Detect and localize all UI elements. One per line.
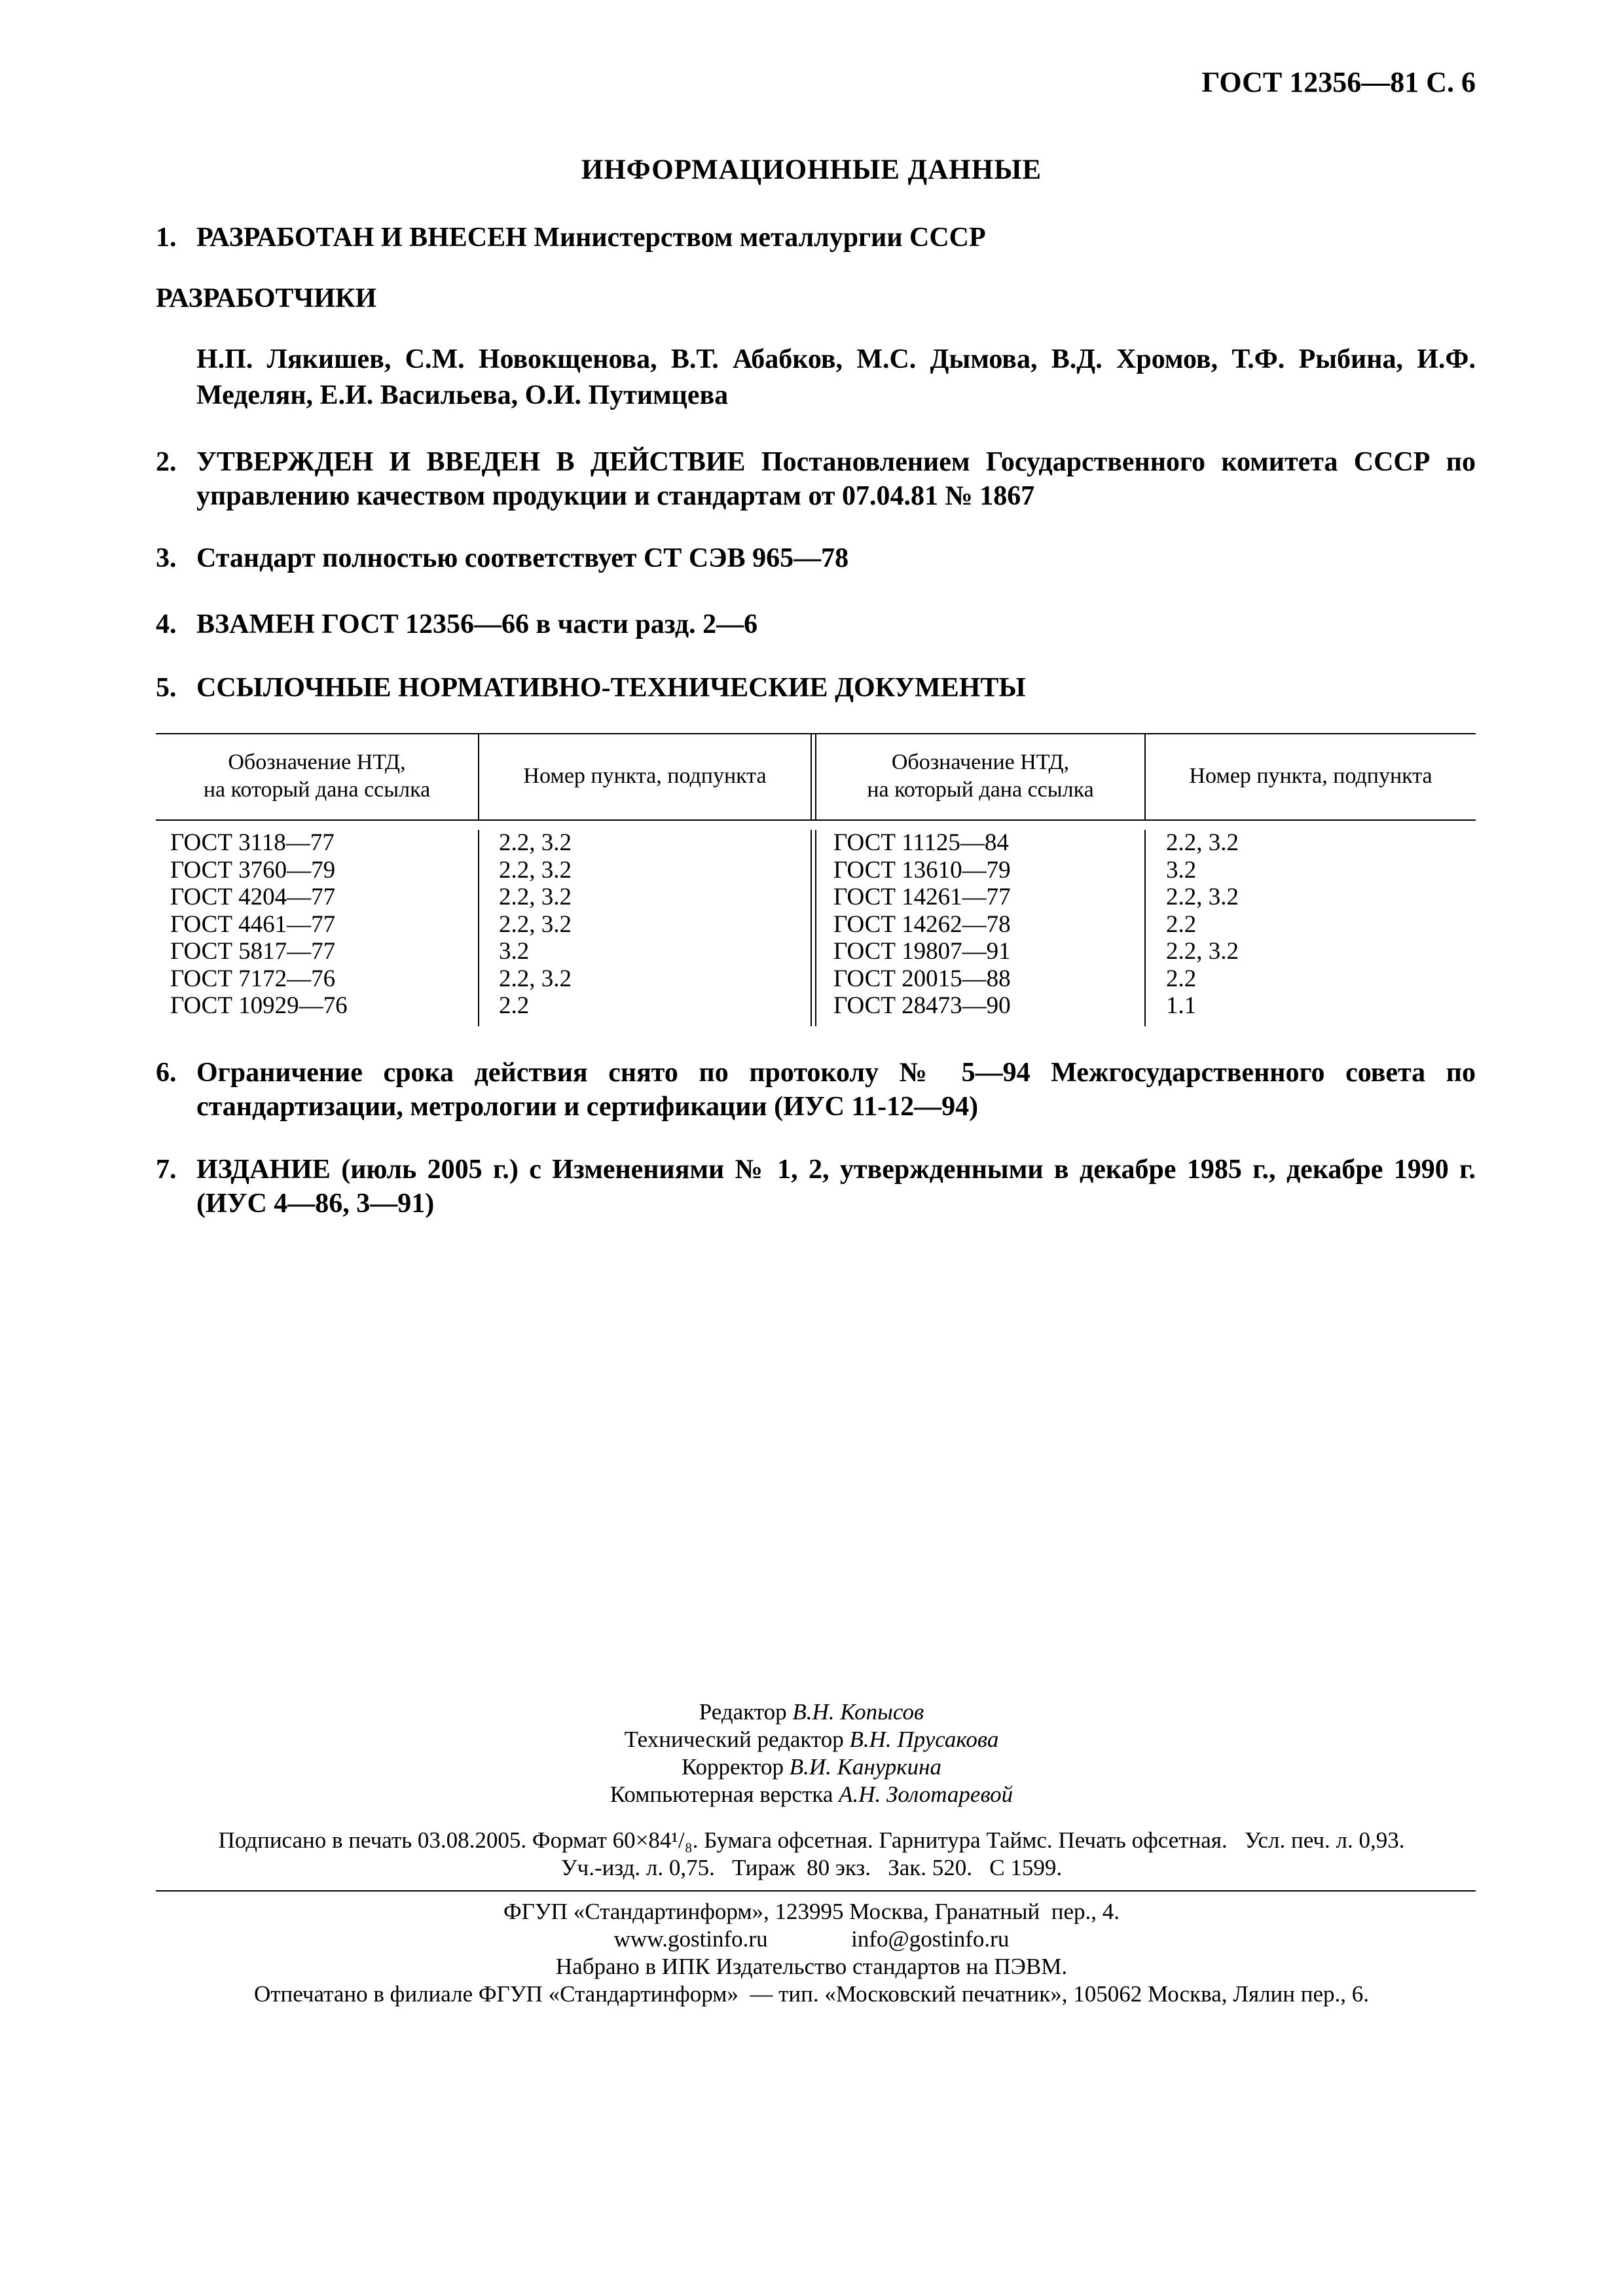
table-col-divider xyxy=(1144,830,1146,1026)
table-header-designation: Обозначение НТД, на который дана ссылка xyxy=(203,750,431,802)
item-text: Стандарт полностью соответствует СТ СЭВ 965—78 xyxy=(196,543,849,573)
print-info-line-1: Подписано в печать 03.08.2005. Формат 60×84¹/₈. Бумага офсетная. Гарнитура Таймс. Печать офсетная. Усл. печ. л. 0,93. xyxy=(218,1827,1405,1853)
info-item-4 xyxy=(156,607,1476,641)
info-item-6 xyxy=(156,1056,1476,1124)
printed-at-note: Отпечатано в филиале ФГУП «Стандартинформ» — тип. «Московский печатник», 105062 Москва, Лялин пер., 6. xyxy=(253,1981,1370,2007)
section-title: ИНФОРМАЦИОННЫЕ ДАННЫЕ xyxy=(581,154,1042,185)
item-number: 3. xyxy=(156,543,177,573)
table-col-divider xyxy=(815,830,816,1026)
item-text: ИЗДАНИЕ (июль 2005 г.) с Изменениями № 1, 2, утвержденными в декабре 1985 г., декабре 1990 г. (ИУС 4—86, 3—91) xyxy=(196,1155,1476,1219)
item-number: 7. xyxy=(156,1155,177,1185)
publisher-email[interactable]: info@gostinfo.ru xyxy=(851,1926,1010,1952)
table-right-clauses: 2.2, 3.2 3.2 2.2, 3.2 2.2 2.2, 3.2 2.2 1.1 xyxy=(1166,829,1239,1019)
credit-corrector: Корректор В.И. Кануркина xyxy=(681,1754,942,1780)
table-header-rule xyxy=(156,819,1476,821)
page-header-ref: ГОСТ 12356—81 С. 6 xyxy=(1201,66,1476,98)
item-number: 1. xyxy=(156,223,177,253)
item-number: 4. xyxy=(156,609,177,639)
table-left-docs: ГОСТ 3118—77 ГОСТ 3760—79 ГОСТ 4204—77 ГОСТ 4461—77 ГОСТ 5817—77 ГОСТ 7172—76 ГОСТ 10929—76 xyxy=(170,829,348,1019)
publisher-contacts xyxy=(0,1926,1623,1953)
item-number: 6. xyxy=(156,1058,177,1088)
info-item-7 xyxy=(156,1153,1476,1221)
publisher-website[interactable]: www.gostinfo.ru xyxy=(613,1926,768,1952)
item-number: 5. xyxy=(156,673,177,703)
item-text: УТВЕРЖДЕН И ВВЕДЕН В ДЕЙСТВИЕ Постановлением Государственного комитета СССР по управлению качеством продукции и стандартам от 07.04.81 № 1867 xyxy=(196,447,1476,511)
publisher-address: ФГУП «Стандартинформ», 123995 Москва, Гранатный пер., 4. xyxy=(503,1899,1120,1924)
table-col-divider xyxy=(478,830,479,1026)
table-col-divider xyxy=(811,830,812,1026)
table-right-docs: ГОСТ 11125—84 ГОСТ 13610—79 ГОСТ 14261—77 ГОСТ 14262—78 ГОСТ 19807—91 ГОСТ 20015—88 ГОСТ 28473—90 xyxy=(833,829,1011,1019)
credit-layout: Компьютерная верстка А.Н. Золотаревой xyxy=(610,1782,1013,1807)
table-header-designation: Обозначение НТД, на который дана ссылка xyxy=(867,750,1094,802)
item-number: 2. xyxy=(156,447,177,477)
table-left-clauses: 2.2, 3.2 2.2, 3.2 2.2, 3.2 2.2, 3.2 3.2 2.2, 3.2 2.2 xyxy=(499,829,572,1019)
table-header-clause: Номер пункта, подпункта xyxy=(523,764,767,788)
credit-editor: Редактор В.Н. Копысов xyxy=(699,1699,924,1725)
developers-label: РАЗРАБОТЧИКИ xyxy=(156,283,377,314)
info-item-3 xyxy=(156,541,1476,575)
table-header-clause: Номер пункта, подпункта xyxy=(1189,764,1432,788)
credit-tech-editor: Технический редактор В.Н. Прусакова xyxy=(624,1727,999,1752)
print-info-line-2: Уч.-изд. л. 0,75. Тираж 80 экз. Зак. 520. С 1599. xyxy=(560,1855,1063,1880)
item-text: ВЗАМЕН ГОСТ 12356—66 в части разд. 2—6 xyxy=(196,609,758,639)
item-text: Ограничение срока действия снято по протоколу № 5—94 Межгосударственного совета по стандартизации, метрологии и сертификации (ИУС 11-12—94) xyxy=(196,1058,1476,1122)
table-col-divider xyxy=(811,733,812,819)
info-item-1 xyxy=(156,221,1476,255)
info-item-5 xyxy=(156,671,1476,705)
item-text: ССЫЛОЧНЫЕ НОРМАТИВНО-ТЕХНИЧЕСКИЕ ДОКУМЕНТЫ xyxy=(196,673,1026,703)
typeset-note: Набрано в ИПК Издательство стандартов на ПЭВМ. xyxy=(555,1954,1068,1979)
developers-names: Н.П. Лякишев, С.М. Новокщенова, В.Т. Абабков, М.С. Дымова, В.Д. Хромов, Т.Ф. Рыбина, И.Ф. Меделян, Е.И. Васильева, О.И. Путимцева xyxy=(196,344,1476,410)
item-text: РАЗРАБОТАН И ВНЕСЕН Министерством металлургии СССР xyxy=(196,223,986,253)
footer-divider xyxy=(156,1890,1476,1892)
info-item-2 xyxy=(156,445,1476,513)
